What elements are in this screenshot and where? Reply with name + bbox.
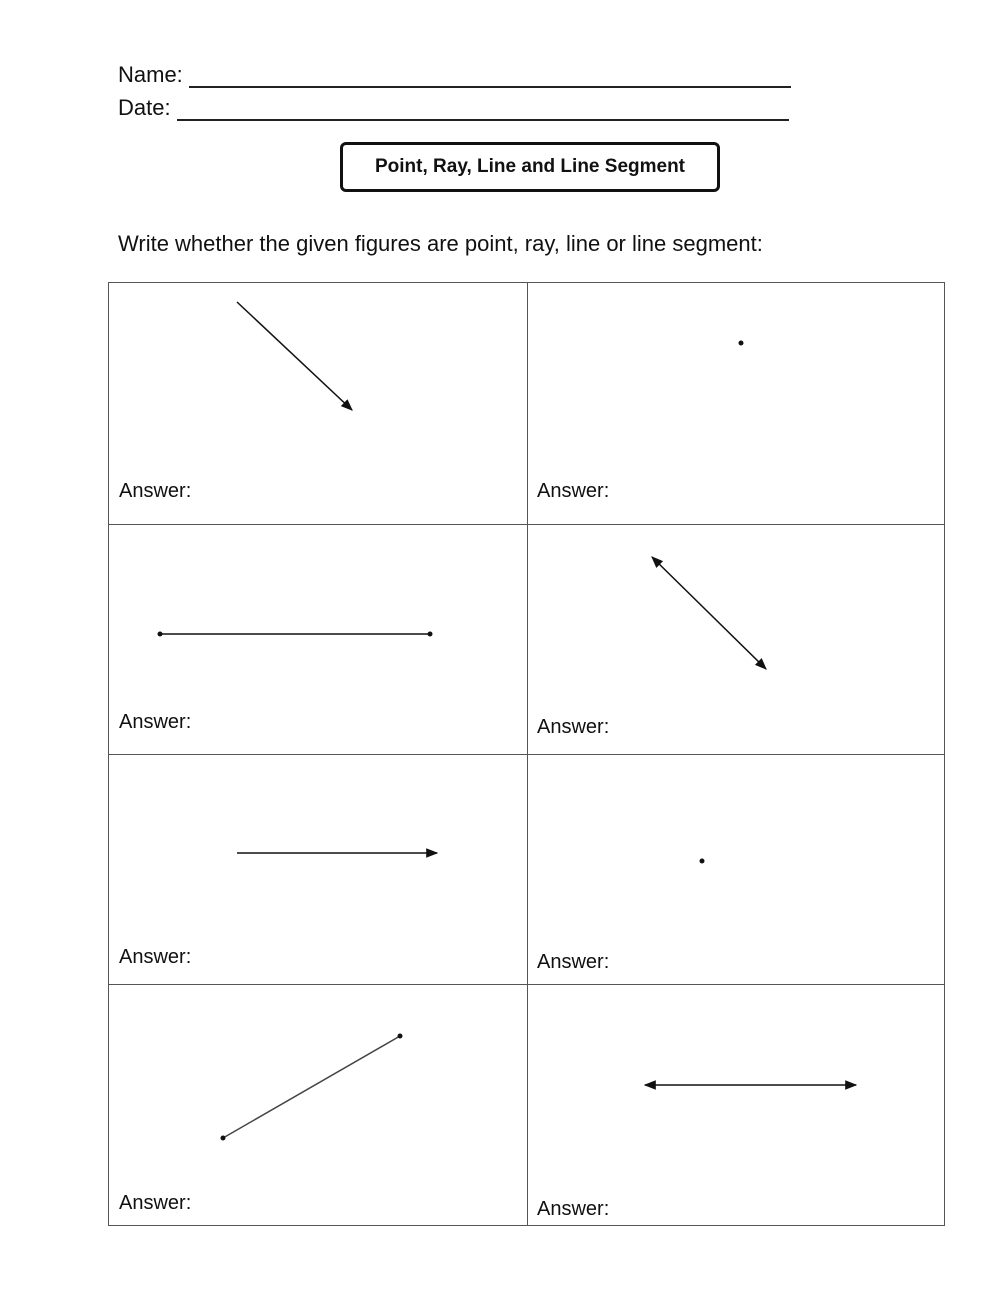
grid-divider-row-3 [109, 984, 944, 985]
date-field[interactable] [118, 95, 789, 121]
figures-grid [108, 282, 945, 1226]
date-label: Date: [118, 95, 171, 120]
answer-label-5: Answer: [119, 946, 192, 968]
date-blank[interactable] [177, 99, 789, 121]
answer-label-7: Answer: [119, 1192, 192, 1214]
answer-label-1: Answer: [119, 480, 192, 502]
name-blank[interactable] [189, 66, 791, 88]
grid-divider-row-2 [109, 754, 944, 755]
answer-label-6: Answer: [537, 951, 610, 973]
worksheet-title: Point, Ray, Line and Line Segment [340, 142, 720, 192]
answer-label-8: Answer: [537, 1198, 610, 1220]
name-label: Name: [118, 62, 183, 87]
answer-label-2: Answer: [537, 480, 610, 502]
name-field[interactable] [118, 62, 791, 88]
instructions: Write whether the given figures are point, ray, line or line segment: [118, 231, 763, 256]
answer-label-4: Answer: [537, 716, 610, 738]
grid-divider-row-1 [109, 524, 944, 525]
answer-label-3: Answer: [119, 711, 192, 733]
